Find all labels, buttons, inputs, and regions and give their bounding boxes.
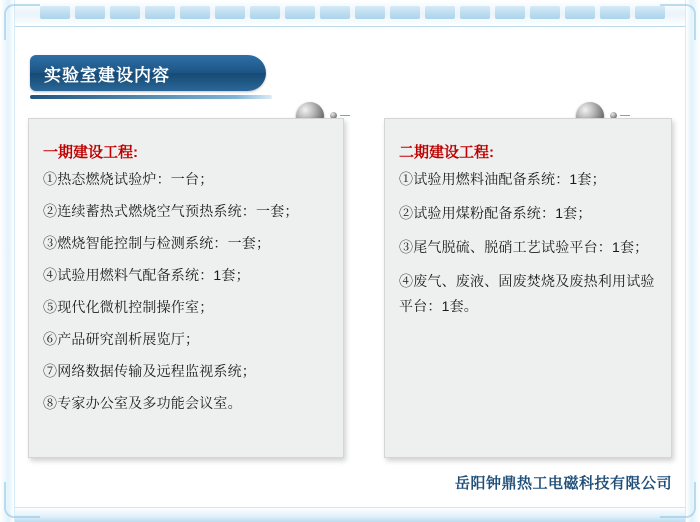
list-item: ②连续蓄热式燃烧空气预热系统：一套；: [43, 203, 299, 219]
decorative-left-border: [0, 0, 15, 522]
list-item: ②试验用煤粉配备系统：1套；: [399, 205, 592, 221]
footer-company-name: 岳阳钟鼎热工电磁科技有限公司: [454, 475, 672, 492]
sphere-tail-line: [620, 115, 630, 116]
title-underline: [30, 95, 272, 99]
decorative-bottom-border: [0, 507, 700, 522]
list-item: ⑥产品研究剖析展览厅；: [43, 331, 200, 347]
phase-one-panel: [28, 118, 344, 458]
page-title: 实验室建设内容: [44, 65, 170, 85]
phase-two-panel: [384, 118, 672, 458]
list-item: ⑤现代化微机控制操作室；: [43, 299, 214, 315]
decorative-top-border: [0, 0, 700, 27]
phase-two-heading: 二期建设工程:: [399, 144, 494, 161]
decorative-right-border: [685, 0, 700, 522]
phase-two-list: [399, 167, 661, 328]
list-item: ③燃烧智能控制与检测系统：一套；: [43, 235, 271, 251]
phase-one-heading: 一期建设工程:: [43, 144, 138, 161]
corner-ornament-top-left: [4, 4, 40, 40]
list-item: ⑦网络数据传输及远程监视系统；: [43, 363, 256, 379]
corner-ornament-top-right: [660, 4, 696, 40]
list-item: ③尾气脱硫、脱硝工艺试验平台：1套；: [399, 239, 649, 255]
list-item: ④试验用燃料气配备系统：1套；: [43, 267, 250, 283]
list-item: ⑧专家办公室及多功能会议室。: [43, 395, 242, 411]
phase-one-list: [43, 167, 333, 423]
slide-title-banner: [30, 55, 266, 91]
list-item: ④废气、废液、固废焚烧及废热利用试验平台：1套。: [399, 273, 655, 314]
sphere-tail-line: [340, 115, 350, 116]
corner-ornament-bottom-left: [4, 482, 40, 518]
list-item: ①热态燃烧试验炉：一台；: [43, 171, 214, 187]
list-item: ①试验用燃料油配备系统：1套；: [399, 171, 606, 187]
